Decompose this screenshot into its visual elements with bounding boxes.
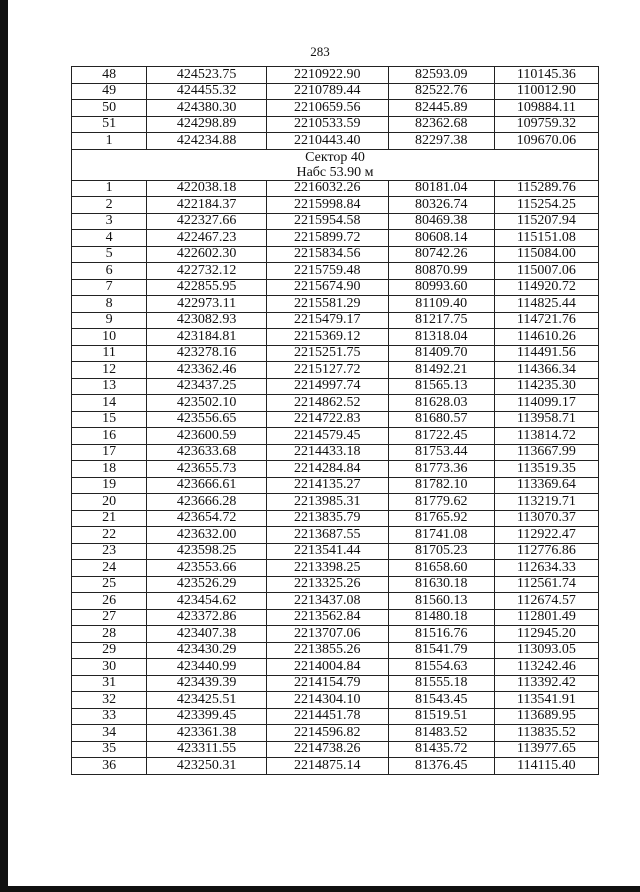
- point-number-cell: 13: [72, 378, 147, 395]
- x-coordinate-cell: 423440.99: [147, 659, 267, 676]
- y-local-cell: 114920.72: [494, 279, 598, 296]
- x-local-cell: 81318.04: [388, 329, 494, 346]
- table-row: [72, 642, 599, 659]
- y-local-cell: 115254.25: [494, 197, 598, 214]
- x-local-cell: 81779.62: [388, 494, 494, 511]
- point-number-cell: 33: [72, 708, 147, 725]
- y-local-cell: 115151.08: [494, 230, 598, 247]
- x-local-cell: 81519.51: [388, 708, 494, 725]
- point-number-cell: 31: [72, 675, 147, 692]
- y-local-cell: 112922.47: [494, 527, 598, 544]
- x-coordinate-cell: 424455.32: [147, 83, 267, 100]
- y-coordinate-cell: 2214304.10: [266, 692, 388, 709]
- table-row: [72, 593, 599, 610]
- x-coordinate-cell: 423437.25: [147, 378, 267, 395]
- y-coordinate-cell: 2215127.72: [266, 362, 388, 379]
- x-local-cell: 81483.52: [388, 725, 494, 742]
- y-coordinate-cell: 2213437.08: [266, 593, 388, 610]
- y-local-cell: 114235.30: [494, 378, 598, 395]
- point-number-cell: 27: [72, 609, 147, 626]
- y-local-cell: 114099.17: [494, 395, 598, 412]
- y-local-cell: 113242.46: [494, 659, 598, 676]
- x-local-cell: 81741.08: [388, 527, 494, 544]
- y-coordinate-cell: 2210922.90: [266, 67, 388, 84]
- y-local-cell: 114115.40: [494, 758, 598, 775]
- x-local-cell: 80608.14: [388, 230, 494, 247]
- y-coordinate-cell: 2214135.27: [266, 477, 388, 494]
- y-local-cell: 115084.00: [494, 246, 598, 263]
- x-local-cell: 81376.45: [388, 758, 494, 775]
- x-local-cell: 81555.18: [388, 675, 494, 692]
- point-number-cell: 24: [72, 560, 147, 577]
- table-row: [72, 180, 599, 197]
- y-coordinate-cell: 2213687.55: [266, 527, 388, 544]
- point-number-cell: 2: [72, 197, 147, 214]
- x-local-cell: 81409.70: [388, 345, 494, 362]
- x-local-cell: 81722.45: [388, 428, 494, 445]
- y-local-cell: 113958.71: [494, 411, 598, 428]
- point-number-cell: 25: [72, 576, 147, 593]
- y-coordinate-cell: 2214579.45: [266, 428, 388, 445]
- y-coordinate-cell: 2214596.82: [266, 725, 388, 742]
- point-number-cell: 34: [72, 725, 147, 742]
- point-number-cell: 36: [72, 758, 147, 775]
- y-coordinate-cell: 2210443.40: [266, 133, 388, 150]
- table-row: [72, 626, 599, 643]
- x-local-cell: 81565.13: [388, 378, 494, 395]
- y-local-cell: 113977.65: [494, 741, 598, 758]
- table-row: [72, 576, 599, 593]
- x-coordinate-cell: 422184.37: [147, 197, 267, 214]
- x-coordinate-cell: 422602.30: [147, 246, 267, 263]
- x-coordinate-cell: 423407.38: [147, 626, 267, 643]
- y-local-cell: 112674.57: [494, 593, 598, 610]
- x-local-cell: 80326.74: [388, 197, 494, 214]
- y-coordinate-cell: 2215834.56: [266, 246, 388, 263]
- table-row: [72, 461, 599, 478]
- table-row: [72, 758, 599, 775]
- table-row: [72, 362, 599, 379]
- x-coordinate-cell: 422855.95: [147, 279, 267, 296]
- x-local-cell: 80870.99: [388, 263, 494, 280]
- y-coordinate-cell: 2213562.84: [266, 609, 388, 626]
- y-coordinate-cell: 2214451.78: [266, 708, 388, 725]
- point-number-cell: 15: [72, 411, 147, 428]
- y-local-cell: 113219.71: [494, 494, 598, 511]
- x-local-cell: 81680.57: [388, 411, 494, 428]
- point-number-cell: 28: [72, 626, 147, 643]
- y-local-cell: 113093.05: [494, 642, 598, 659]
- sector-title: Сектор 40: [305, 149, 365, 165]
- point-number-cell: 32: [72, 692, 147, 709]
- x-local-cell: 81782.10: [388, 477, 494, 494]
- table-section-sector-40: [72, 180, 599, 774]
- x-coordinate-cell: 424234.88: [147, 133, 267, 150]
- x-coordinate-cell: 423372.86: [147, 609, 267, 626]
- x-coordinate-cell: 424380.30: [147, 100, 267, 117]
- x-local-cell: 81554.63: [388, 659, 494, 676]
- y-local-cell: 114491.56: [494, 345, 598, 362]
- y-local-cell: 112634.33: [494, 560, 598, 577]
- x-coordinate-cell: 423655.73: [147, 461, 267, 478]
- table-row: [72, 510, 599, 527]
- point-number-cell: 35: [72, 741, 147, 758]
- y-local-cell: 113689.95: [494, 708, 598, 725]
- table-row: [72, 609, 599, 626]
- point-number-cell: 49: [72, 83, 147, 100]
- y-coordinate-cell: 2214862.52: [266, 395, 388, 412]
- point-number-cell: 16: [72, 428, 147, 445]
- x-coordinate-cell: 423526.29: [147, 576, 267, 593]
- table-row: [72, 345, 599, 362]
- y-local-cell: 110145.36: [494, 67, 598, 84]
- x-local-cell: 81658.60: [388, 560, 494, 577]
- table-row: [72, 444, 599, 461]
- y-coordinate-cell: 2215581.29: [266, 296, 388, 313]
- x-coordinate-cell: 423361.38: [147, 725, 267, 742]
- y-local-cell: 113392.42: [494, 675, 598, 692]
- y-coordinate-cell: 2215251.75: [266, 345, 388, 362]
- y-local-cell: 115007.06: [494, 263, 598, 280]
- table-row: [72, 197, 599, 214]
- point-number-cell: 6: [72, 263, 147, 280]
- x-local-cell: 80181.04: [388, 180, 494, 197]
- point-number-cell: 26: [72, 593, 147, 610]
- x-coordinate-cell: 423399.45: [147, 708, 267, 725]
- table-row: [72, 312, 599, 329]
- x-local-cell: 81630.18: [388, 576, 494, 593]
- table-row: [72, 329, 599, 346]
- point-number-cell: 12: [72, 362, 147, 379]
- x-local-cell: 81480.18: [388, 609, 494, 626]
- y-local-cell: 115207.94: [494, 213, 598, 230]
- y-coordinate-cell: 2215479.17: [266, 312, 388, 329]
- point-number-cell: 18: [72, 461, 147, 478]
- y-local-cell: 113814.72: [494, 428, 598, 445]
- x-coordinate-cell: 423250.31: [147, 758, 267, 775]
- point-number-cell: 50: [72, 100, 147, 117]
- point-number-cell: 11: [72, 345, 147, 362]
- x-coordinate-cell: 423666.28: [147, 494, 267, 511]
- x-local-cell: 82593.09: [388, 67, 494, 84]
- x-coordinate-cell: 424298.89: [147, 116, 267, 133]
- y-coordinate-cell: 2215674.90: [266, 279, 388, 296]
- y-coordinate-cell: 2214722.83: [266, 411, 388, 428]
- x-local-cell: 81109.40: [388, 296, 494, 313]
- x-coordinate-cell: 423666.61: [147, 477, 267, 494]
- table-row: [72, 296, 599, 313]
- y-local-cell: 112776.86: [494, 543, 598, 560]
- x-local-cell: 81541.79: [388, 642, 494, 659]
- x-local-cell: 82362.68: [388, 116, 494, 133]
- sector-header-cell: [72, 149, 599, 180]
- x-coordinate-cell: 423430.29: [147, 642, 267, 659]
- table-row: [72, 279, 599, 296]
- table-row: [72, 560, 599, 577]
- y-local-cell: 113369.64: [494, 477, 598, 494]
- point-number-cell: 8: [72, 296, 147, 313]
- x-local-cell: 81628.03: [388, 395, 494, 412]
- point-number-cell: 48: [72, 67, 147, 84]
- y-local-cell: 112561.74: [494, 576, 598, 593]
- y-coordinate-cell: 2214004.84: [266, 659, 388, 676]
- x-local-cell: 82445.89: [388, 100, 494, 117]
- table-row: [72, 692, 599, 709]
- x-coordinate-cell: 422327.66: [147, 213, 267, 230]
- table-row: [72, 246, 599, 263]
- x-local-cell: 81516.76: [388, 626, 494, 643]
- y-coordinate-cell: 2215899.72: [266, 230, 388, 247]
- point-number-cell: 19: [72, 477, 147, 494]
- y-local-cell: 109759.32: [494, 116, 598, 133]
- table-row: [72, 708, 599, 725]
- y-local-cell: 114610.26: [494, 329, 598, 346]
- table-row: [72, 494, 599, 511]
- y-coordinate-cell: 2215998.84: [266, 197, 388, 214]
- y-local-cell: 114366.34: [494, 362, 598, 379]
- table-row: [72, 83, 599, 100]
- x-coordinate-cell: 423454.62: [147, 593, 267, 610]
- x-local-cell: 81492.21: [388, 362, 494, 379]
- y-coordinate-cell: 2213855.26: [266, 642, 388, 659]
- x-coordinate-cell: 423439.39: [147, 675, 267, 692]
- y-coordinate-cell: 2214997.74: [266, 378, 388, 395]
- x-local-cell: 81753.44: [388, 444, 494, 461]
- x-local-cell: 81560.13: [388, 593, 494, 610]
- y-coordinate-cell: 2213398.25: [266, 560, 388, 577]
- table-row: [72, 477, 599, 494]
- table-row: [72, 213, 599, 230]
- point-number-cell: 1: [72, 180, 147, 197]
- point-number-cell: 17: [72, 444, 147, 461]
- point-number-cell: 1: [72, 133, 147, 150]
- x-coordinate-cell: 423082.93: [147, 312, 267, 329]
- y-coordinate-cell: 2213985.31: [266, 494, 388, 511]
- y-local-cell: 113667.99: [494, 444, 598, 461]
- point-number-cell: 14: [72, 395, 147, 412]
- y-local-cell: 115289.76: [494, 180, 598, 197]
- x-coordinate-cell: 423425.51: [147, 692, 267, 709]
- y-local-cell: 112945.20: [494, 626, 598, 643]
- x-local-cell: 81773.36: [388, 461, 494, 478]
- x-local-cell: 81435.72: [388, 741, 494, 758]
- y-coordinate-cell: 2210659.56: [266, 100, 388, 117]
- scan-border-left: [0, 0, 8, 892]
- y-coordinate-cell: 2210789.44: [266, 83, 388, 100]
- table-row: [72, 133, 599, 150]
- point-number-cell: 5: [72, 246, 147, 263]
- x-local-cell: 82297.38: [388, 133, 494, 150]
- x-coordinate-cell: 423654.72: [147, 510, 267, 527]
- table-row: [72, 67, 599, 84]
- x-local-cell: 80993.60: [388, 279, 494, 296]
- x-coordinate-cell: 422038.18: [147, 180, 267, 197]
- y-coordinate-cell: 2216032.26: [266, 180, 388, 197]
- x-coordinate-cell: 423362.46: [147, 362, 267, 379]
- y-local-cell: 114825.44: [494, 296, 598, 313]
- point-number-cell: 51: [72, 116, 147, 133]
- x-coordinate-cell: 423632.00: [147, 527, 267, 544]
- y-local-cell: 113835.52: [494, 725, 598, 742]
- x-coordinate-cell: 423278.16: [147, 345, 267, 362]
- y-coordinate-cell: 2214738.26: [266, 741, 388, 758]
- y-coordinate-cell: 2210533.59: [266, 116, 388, 133]
- point-number-cell: 23: [72, 543, 147, 560]
- x-coordinate-cell: 422732.12: [147, 263, 267, 280]
- table-row: [72, 543, 599, 560]
- y-coordinate-cell: 2213541.44: [266, 543, 388, 560]
- y-local-cell: 114721.76: [494, 312, 598, 329]
- y-coordinate-cell: 2215759.48: [266, 263, 388, 280]
- point-number-cell: 10: [72, 329, 147, 346]
- table-row: [72, 116, 599, 133]
- y-coordinate-cell: 2214154.79: [266, 675, 388, 692]
- coordinates-table: [71, 66, 599, 775]
- table-row: [72, 230, 599, 247]
- table-row: [72, 411, 599, 428]
- x-local-cell: 80469.38: [388, 213, 494, 230]
- y-coordinate-cell: 2213707.06: [266, 626, 388, 643]
- y-local-cell: 112801.49: [494, 609, 598, 626]
- y-local-cell: 113519.35: [494, 461, 598, 478]
- table-section-sector-header: [72, 149, 599, 180]
- x-coordinate-cell: 422467.23: [147, 230, 267, 247]
- point-number-cell: 9: [72, 312, 147, 329]
- point-number-cell: 7: [72, 279, 147, 296]
- x-coordinate-cell: 423556.65: [147, 411, 267, 428]
- x-coordinate-cell: 423311.55: [147, 741, 267, 758]
- point-number-cell: 22: [72, 527, 147, 544]
- x-coordinate-cell: 422973.11: [147, 296, 267, 313]
- sector-header-row: [72, 149, 599, 180]
- table-row: [72, 263, 599, 280]
- x-coordinate-cell: 423633.68: [147, 444, 267, 461]
- table-row: [72, 428, 599, 445]
- table-row: [72, 395, 599, 412]
- x-local-cell: 81765.92: [388, 510, 494, 527]
- sector-height: Набс 53.90 м: [296, 164, 374, 180]
- point-number-cell: 29: [72, 642, 147, 659]
- x-local-cell: 82522.76: [388, 83, 494, 100]
- x-local-cell: 81217.75: [388, 312, 494, 329]
- point-number-cell: 20: [72, 494, 147, 511]
- x-coordinate-cell: 423553.66: [147, 560, 267, 577]
- y-local-cell: 113541.91: [494, 692, 598, 709]
- scan-border-bottom: [0, 886, 640, 892]
- y-local-cell: 110012.90: [494, 83, 598, 100]
- y-coordinate-cell: 2215369.12: [266, 329, 388, 346]
- table-row: [72, 741, 599, 758]
- x-coordinate-cell: 424523.75: [147, 67, 267, 84]
- y-coordinate-cell: 2214284.84: [266, 461, 388, 478]
- x-coordinate-cell: 423598.25: [147, 543, 267, 560]
- y-coordinate-cell: 2214875.14: [266, 758, 388, 775]
- page-number: 283: [310, 44, 330, 59]
- table-row: [72, 378, 599, 395]
- y-coordinate-cell: 2215954.58: [266, 213, 388, 230]
- x-coordinate-cell: 423502.10: [147, 395, 267, 412]
- x-local-cell: 81543.45: [388, 692, 494, 709]
- x-coordinate-cell: 423184.81: [147, 329, 267, 346]
- y-coordinate-cell: 2214433.18: [266, 444, 388, 461]
- y-local-cell: 113070.37: [494, 510, 598, 527]
- point-number-cell: 4: [72, 230, 147, 247]
- point-number-cell: 30: [72, 659, 147, 676]
- table-section-previous-sector: [72, 67, 599, 150]
- y-local-cell: 109884.11: [494, 100, 598, 117]
- x-local-cell: 81705.23: [388, 543, 494, 560]
- table-row: [72, 659, 599, 676]
- point-number-cell: 21: [72, 510, 147, 527]
- table-row: [72, 725, 599, 742]
- y-local-cell: 109670.06: [494, 133, 598, 150]
- table-row: [72, 527, 599, 544]
- x-local-cell: 80742.26: [388, 246, 494, 263]
- y-coordinate-cell: 2213835.79: [266, 510, 388, 527]
- table-row: [72, 100, 599, 117]
- point-number-cell: 3: [72, 213, 147, 230]
- x-coordinate-cell: 423600.59: [147, 428, 267, 445]
- y-coordinate-cell: 2213325.26: [266, 576, 388, 593]
- table-row: [72, 675, 599, 692]
